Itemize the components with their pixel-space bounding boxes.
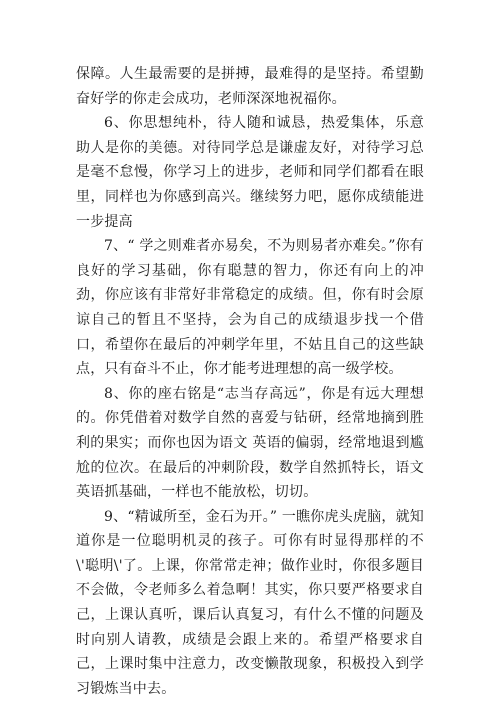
paragraph-comment-8: 8、你的座右铭是“志当存高远”，你是有远大理想的。你凭借着对数学自然的喜爱与钻研，经常地摘到胜利的果实；而你也因为语文 英语的偏弱，经常地退到尴尬的位次。在最后的冲刺阶段，数学自然抓特长，语文 英语抓基础，一样也不能放松，切切。 [76, 385, 424, 501]
paragraph-comment-9: 9、“精诚所至，金石为开。” 一瞧你虎头虎脑，就知道你是一位聪明机灵的孩子。可你有时显得那样的不\'聪明\'了。上课，你常常走神；做作业时，你很多题目不会做，令老师多么着急啊！其实，你只要严格要求自己，上课认真听，课后认真复习，有什么不懂的问题及时向别人请教，成绩是会跟上来的。希望严格要求自己，上课时集中注意力，改变懒散现象，积极投入到学习锻炼当中去。 [76, 508, 424, 697]
paragraph-continuation: 保障。人生最需要的是拼搏，最难得的是坚持。希望勤奋好学的你走会成功，老师深深地祝福你。 [76, 66, 424, 107]
paragraph-comment-7: 7、“ 学之则难者亦易矣，不为则易者亦难矣。”你有良好的学习基础，你有聪慧的智力，你还有向上的冲劲，你应该有非常好非常稳定的成绩。但，你有时会原谅自己的暂且不坚持，会为自己的成绩退步找一个借口，希望你在最后的冲刺学年里，不姑且自己的这些缺点，只有奋斗不止，你才能考进理想的高一级学校。 [76, 238, 424, 378]
paragraph-comment-6: 6、你思想纯朴，待人随和诚恳，热爱集体，乐意助人是你的美德。对待同学总是谦虚友好，对待学习总是毫不怠慢，你学习上的进步，老师和同学们都看在眼里，同样也为你感到高兴。继续努力吧，愿你成绩能进一步提高 [76, 115, 424, 230]
document-body [76, 62, 424, 701]
